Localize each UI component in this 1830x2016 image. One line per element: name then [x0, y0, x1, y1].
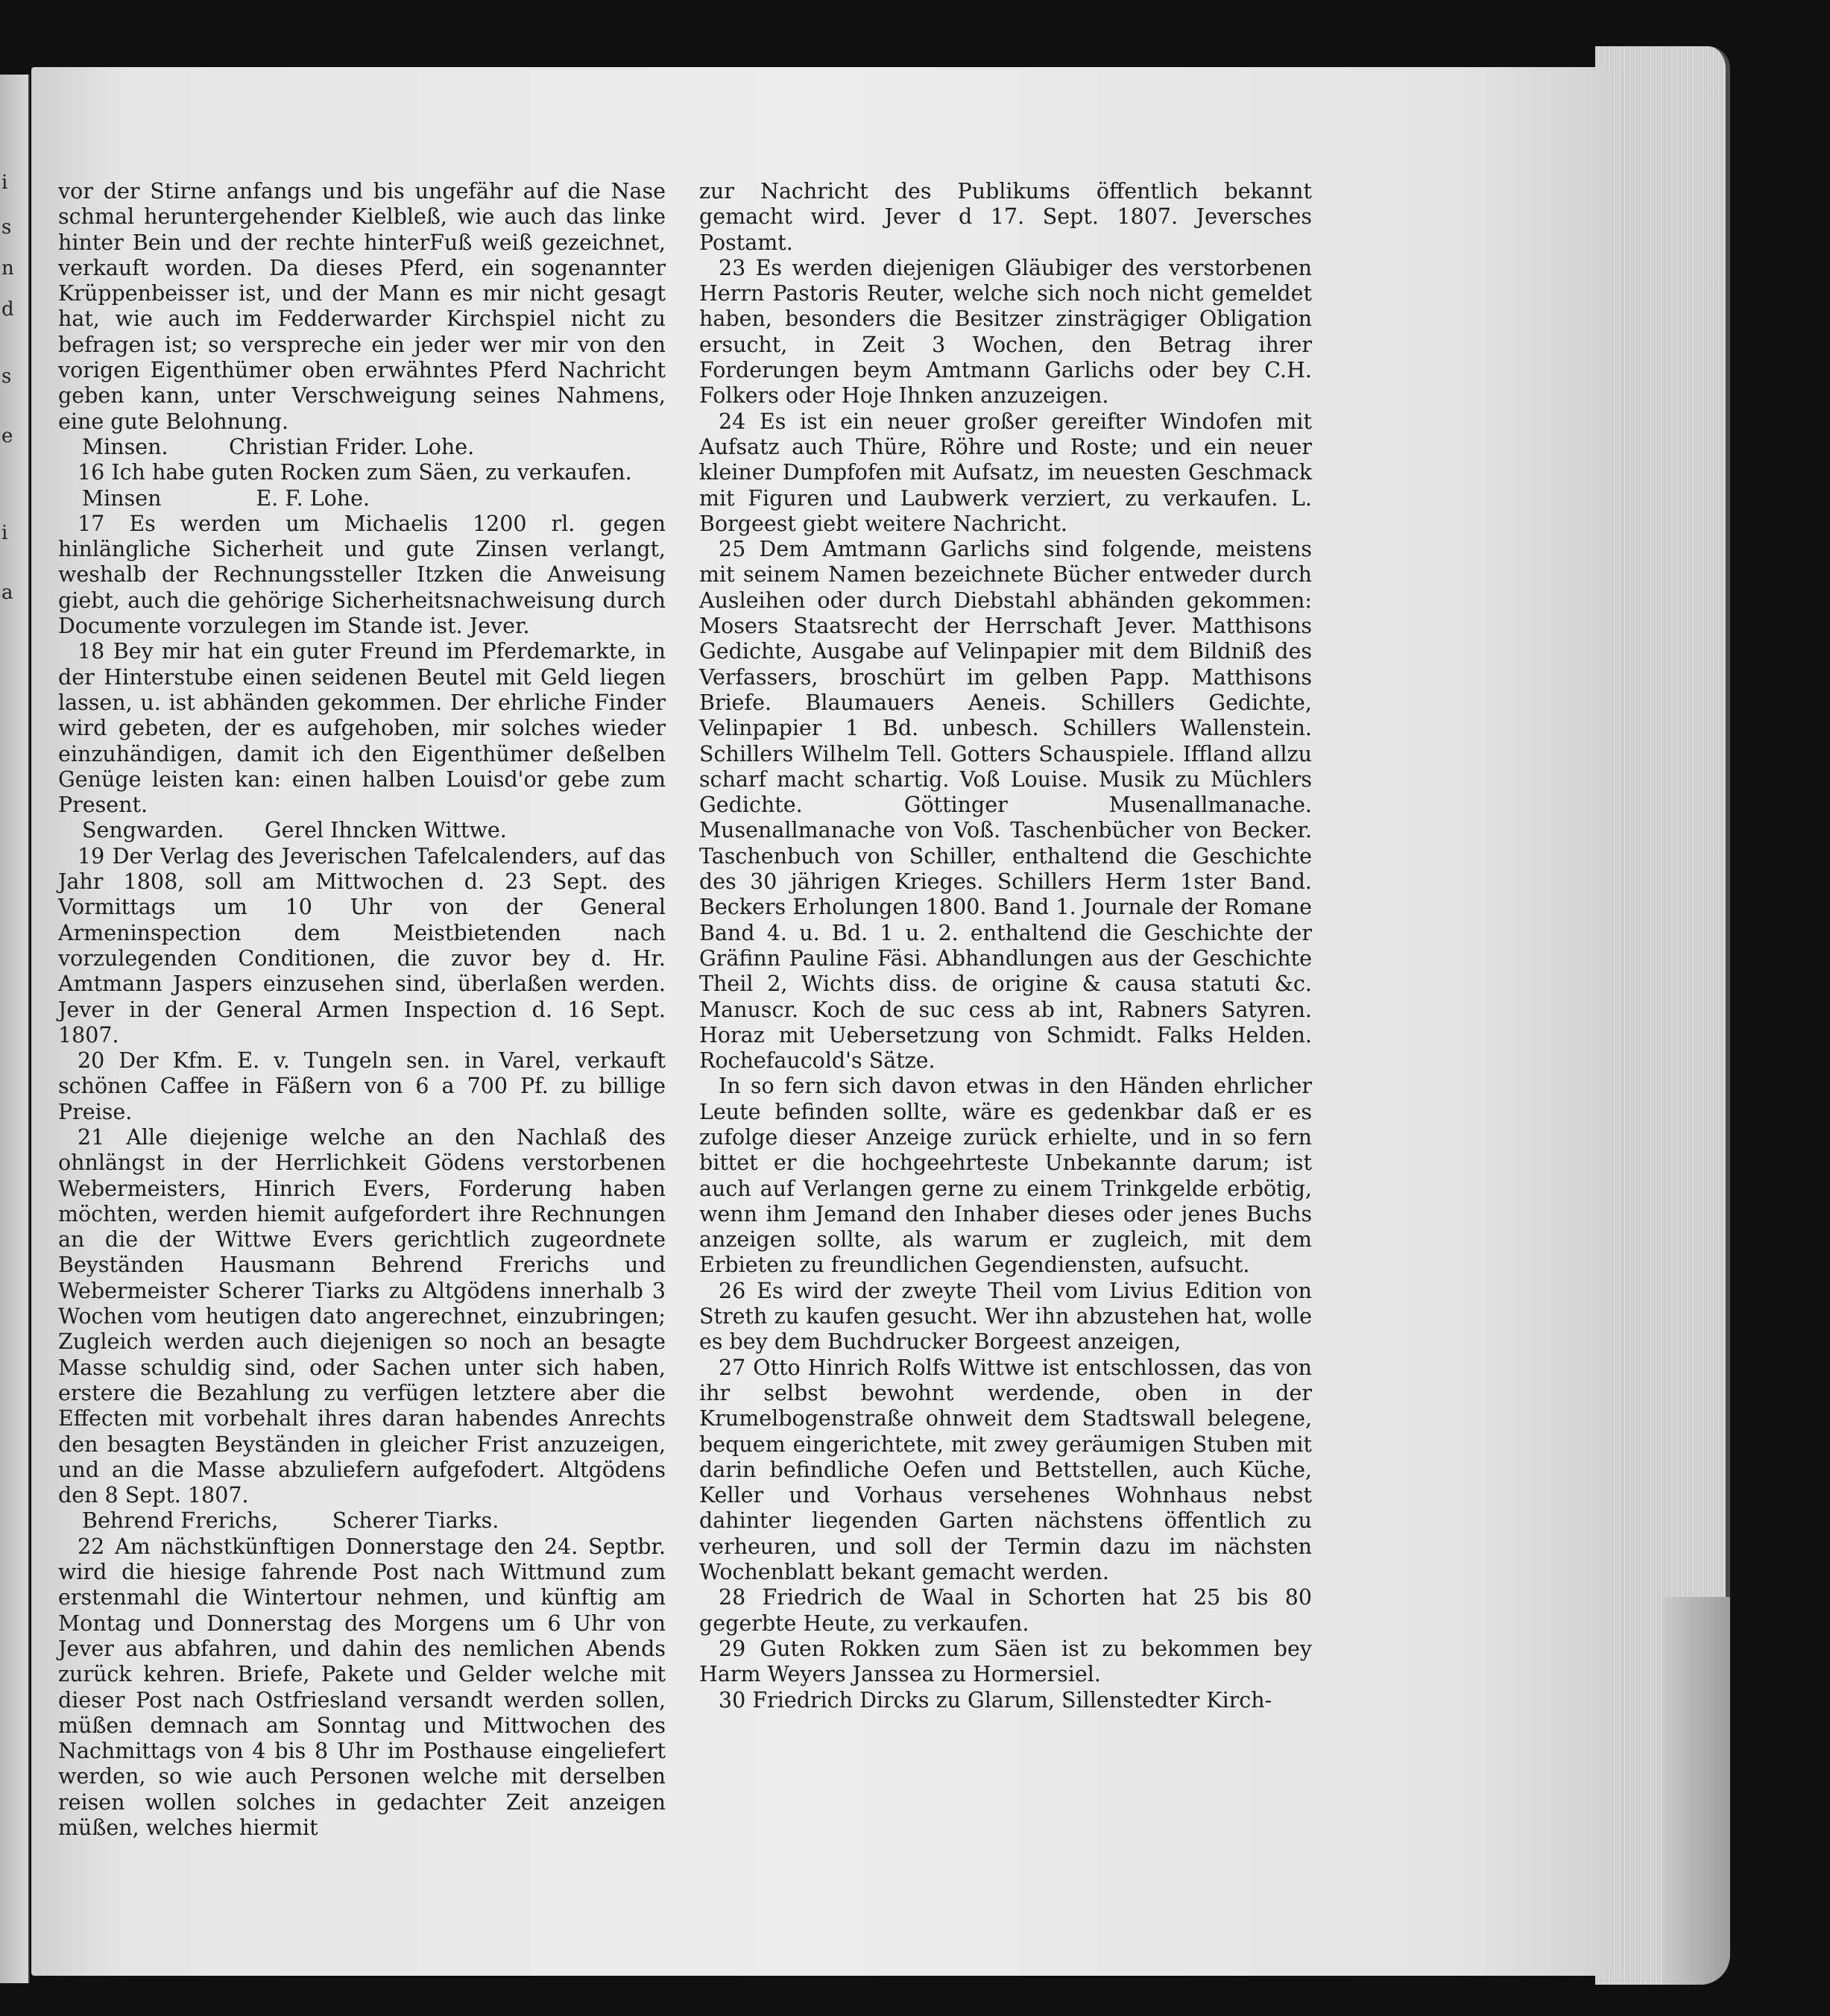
notice-paragraph: 20 Der Kfm. E. v. Tungeln sen. in Varel, verkauft schönen Caffee in Fäßern von 6 a 700 Pf. zu billige Preise. — [58, 1048, 666, 1124]
notice-paragraph: 26 Es wird der zweyte Theil vom Livius Edition von Streth zu kaufen gesucht. Wer ihn abzustehen hat, wolle es bey dem Buchdrucker Borgeest anzeigen, — [699, 1278, 1312, 1355]
notice-paragraph: 17 Es werden um Michaelis 1200 rl. gegen hinlängliche Sicherheit und gute Zinsen verlangt, weshalb der Rechnungssteller Itzken die Anweisung giebt, auch die gehörige Sicherheitsnachweisung durch Documente vorzulegen im Stande ist. Jever. — [58, 511, 666, 639]
notice-paragraph: 28 Friedrich de Waal in Schorten hat 25 bis 80 gegerbte Heute, zu verkaufen. — [699, 1585, 1312, 1636]
margin-fragment: a — [1, 582, 13, 604]
page-stack-edges — [1595, 46, 1730, 1985]
notice-paragraph: 25 Dem Amtmann Garlichs sind folgende, meistens mit seinem Namen bezeichnete Bücher entweder durch Ausleihen oder durch Diebstahl abhänden gekommen: Mosers Staatsrecht der Herrschaft Jever. Matthisons Gedichte, Ausgabe auf Velinpapier mit dem Bildniß des Verfassers, broschürt im gelben Papp. Matthisons Briefe. Blaumauers Aeneis. Schillers Gedichte, Velinpapier 1 Bd. unbesch. Schillers Wallenstein. Schillers Wilhelm Tell. Gotters Schauspiele. Iffland allzu scharf macht schartig. Voß Louise. Musik zu Müchlers Gedichte. Göttinger Musenallmanache. Musenallmanache von Voß. Taschenbücher von Becker. Taschenbuch von Schiller, enthaltend die Geschichte des 30 jährigen Krieges. Schillers Herm 1ster Band. Beckers Erholungen 1800. Band 1. Journale der Romane Band 4. u. Bd. 1 u. 2. enthaltend die Geschichte der Gräfinn Pauline Fäsi. Abhandlungen aus der Geschichte Theil 2, Wichts diss. de origine & causa statuti &c. Manuscr. Koch de suc cess ab int, Rabners Satyren. Horaz mit Uebersetzung von Schmidt. Falks Helden. Rochefaucold's Sätze. — [699, 537, 1312, 1074]
notice-paragraph: 18 Bey mir hat ein guter Freund im Pferdemarkte, in der Hinterstube einen seidenen Beutel mit Geld liegen lassen, u. ist abhänden gekommen. Der ehrliche Finder wird gebeten, der es aufgehoben, mir solches wieder einzuhändigen, damit ich den Eigenthümer deßelben Genüge leisten kan: einen halben Louisd'or gebe zum Present. — [58, 639, 666, 818]
notice-paragraph: zur Nachricht des Publikums öffentlich bekannt gemacht wird. Jever d 17. Sept. 1807. Jeversches Postamt. — [699, 179, 1312, 255]
notice-paragraph: 24 Es ist ein neuer großer gereifter Windofen mit Aufsatz auch Thüre, Röhre und Roste; und ein neuer kleiner Dumpfofen mit Aufsatz, im neuesten Geschmack mit Figuren und Laubwerk verziert, zu verkaufen. L. Borgeest giebt weitere Nachricht. — [699, 409, 1312, 536]
notice-paragraph: 22 Am nächstkünftigen Donnerstage den 24. Septbr. wird die hiesige fahrende Post nach Wittmund zum erstenmahl die Wintertour nehmen, und künftig am Montag und Donnerstag des Morgens um 6 Uhr von Jever aus abfahren, und dahin des nemlichen Abends zurück kehren. Briefe, Pakete und Gelder welche mit dieser Post nach Ostfriesland versandt werden sollen, müßen demnach am Sonntag und Mittwochen des Nachmittags von 4 bis 8 Uhr im Posthause eingeliefert werden, so wie auch Personen welche mit derselben reisen wollen solches in gedachter Zeit anzeigen müßen, welches hiermit — [58, 1534, 666, 1840]
right-text-column — [699, 179, 1312, 1713]
signature-line: Minsen. Christian Frider. Lohe. — [82, 434, 475, 459]
previous-page-edge — [0, 75, 30, 1983]
margin-fragment: s — [1, 365, 12, 388]
notice-paragraph: 21 Alle diejenige welche an den Nachlaß des ohnlängst in der Herrlichkeit Gödens verstorbenen Webermeisters, Hinrich Evers, Forderung haben möchten, werden hiemit aufgefordert ihre Rechnungen an die der Wittwe Evers gerichtlich zugeordnete Beyständen Hausmann Behrend Frerichs und Webermeister Scherer Tiarks zu Altgödens innerhalb 3 Wochen vom heutigen dato angerechnet, einzubringen; Zugleich werden auch diejenigen so noch an besagte Masse schuldig sind, oder Sachen unter sich haben, erstere die Bezahlung zu verfügen letztere aber die Effecten mit vorbehalt ihres daran habendes Anrechts den besagten Beyständen in gleicher Frist anzuzeigen, und an die Masse abzuliefern aufgefodert. Altgödens den 8 Sept. 1807. — [58, 1124, 666, 1508]
notice-paragraph: 27 Otto Hinrich Rolfs Wittwe ist entschlossen, das von ihr selbst bewohnt werdende, oben in der Krumelbogenstraße ohnweit dem Stadtswall belegene, bequem eingerichtete, mit zwey geräumigen Stuben mit darin befindliche Oefen und Bettstellen, auch Küche, Keller und Vorhaus versehenes Wohnhaus nebst dahinter liegenden Garten nächstens öffentlich zu verheuren, und soll der Termin dazu im nächsten Wochenblatt bekant gemacht werden. — [699, 1355, 1312, 1585]
notice-paragraph: 23 Es werden diejenigen Gläubiger des verstorbenen Herrn Pastoris Reuter, welche sich noch nicht gemeldet haben, besonders die Besitzer zinsträgiger Obligation ersucht, in Zeit 3 Wochen, den Betrag ihrer Forderungen beym Amtmann Garlichs oder bey C.H. Folkers oder Hoje Ihnken anzuzeigen. — [699, 255, 1312, 409]
margin-fragment: s — [1, 216, 12, 239]
margin-fragment: i — [1, 522, 8, 544]
margin-fragment: d — [1, 298, 14, 321]
notice-paragraph: 29 Guten Rokken zum Säen ist zu bekommen bey Harm Weyers Janssea zu Hormersiel. — [699, 1636, 1312, 1687]
notice-paragraph: 19 Der Verlag des Jeverischen Tafelcalenders, auf das Jahr 1808, soll am Mittwochen d. 23 Sept. des Vormittags um 10 Uhr von der General Armeninspection dem Meistbietenden nach vorzulegenden Conditionen, die zuvor bey d. Hr. Amtmann Jaspers einzusehen sind, überlaßen werden. Jever in der General Armen Inspection d. 16 Sept. 1807. — [58, 843, 666, 1048]
left-text-column — [58, 179, 666, 1841]
margin-fragment: n — [1, 257, 14, 280]
margin-fragment: e — [1, 425, 13, 447]
notice-paragraph: vor der Stirne anfangs und bis ungefähr auf die Nase schmal heruntergehender Kielbleß, wie auch das linke hinter Bein und der rechte hinterFuß weiß gezeichnet, verkauft worden. Da dieses Pferd, ein sogenannter Krüppenbeisser ist, und der Mann es mir nicht gesagt hat, wie auch im Fedderwarder Kirchspiel nicht zu befragen ist; so verspreche ein jeder wer mir von den vorigen Eigenthümer oben erwähntes Pferd Nachricht geben kann, unter Verschweigung seines Nahmens, eine gute Belohnung. — [58, 179, 666, 434]
margin-fragment: i — [1, 171, 8, 194]
notice-paragraph: 16 Ich habe guten Rocken zum Säen, zu verkaufen. — [78, 460, 632, 485]
signature-line: Behrend Frerichs, Scherer Tiarks. — [82, 1508, 499, 1534]
signature-line: Minsen E. F. Lohe. — [82, 485, 370, 511]
notice-paragraph: In so fern sich davon etwas in den Händen ehrlicher Leute befinden sollte, wäre es gedenkbar daß er es zufolge dieser Anzeige zurück erhielte, und in so fern bittet er die hochgeehrteste Unbekannte darum; ist auch auf Verlangen gerne zu einem Trinkgelde erbötig, wenn ihm Jemand den Inhaber dieses oder jenes Buchs anzeigen sollte, als warum er zugleich, mit dem Erbieten zu freundlichen Gegendiensten, aufsucht. — [699, 1074, 1312, 1278]
notice-paragraph: 30 Friedrich Dircks zu Glarum, Sillenstedter Kirch- — [719, 1687, 1272, 1713]
signature-line: Sengwarden. Gerel Ihncken Wittwe. — [82, 818, 507, 843]
